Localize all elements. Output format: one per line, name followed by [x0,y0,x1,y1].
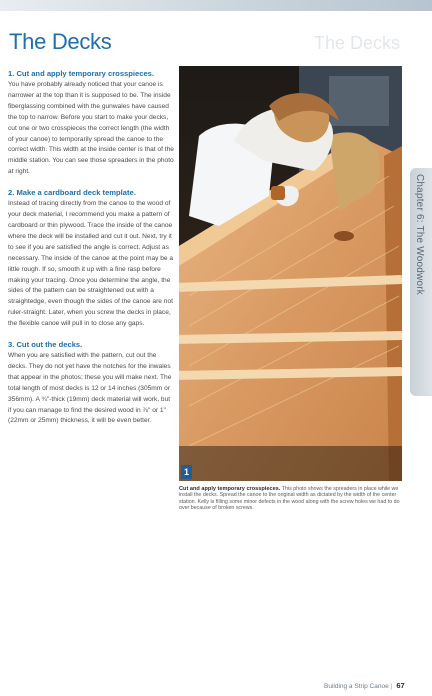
section-body-2: Instead of tracing directly from the canoe to the wood of your deck material, I recommend you make a pattern of cardboard or thin plywood. Trace the inside of the canoe where the deck will be installed and cut it out. Next, try it to see if you are satisfied the angle is correct. Adjust as necessary. The inside of the canoe at the point may be a little rough. If so, smooth it up with a fine rasp before making your tracing. Once you determine the angle, the sides of the pattern can be straightened out with a straightedge, even though the sides of the canoe are not ruler-straight. Later, when you screw the decks in place, the flexible canoe will pull in to close any gaps. [8,200,174,328]
section-heading-2: 2. Make a cardboard deck template. [8,188,136,198]
section-body-1: You have probably already noticed that your canoe is narrower at the top than it is supposed to be. The inside fiberglassing combined with the gunwales have caused the top to narrow. Before you start to make your decks, cut one or two crosspieces the correct length (the width of your canoe) to temporarily spread the canoe to the correct width. This width at the inside center is that of the middle station. You can see those spreaders in the photo at right. [8,81,174,176]
photo-caption [179,486,401,512]
photo-number-badge: 1 [181,465,192,479]
footer-book-title: Building a Strip Canoe [324,683,389,690]
chapter-side-tab-label: Chapter 6: The Woodwork [414,174,425,295]
ghost-title-watermark: The Decks [314,33,401,53]
canoe-photo [179,66,402,481]
chapter-side-tab [410,168,432,396]
text-column [8,69,174,437]
photo-caption-title: Cut and apply temporary crosspieces. [179,486,281,492]
section-heading-3: 3. Cut out the decks. [8,340,83,350]
photo-caption-text: This photo shows the spreaders in place while we install the decks. Spread the canoe to the original width as dictated by the width of the center station. Kelly is filling some minor defects in the wood along with the screw holes we had to do over because of broken screws. [179,486,400,512]
footer-separator: | [390,683,393,690]
section-heading-1: 1. Cut and apply temporary crosspieces. [8,69,155,78]
page-title: The Decks [9,29,112,54]
footer-page-number: 67 [396,681,405,690]
page-footer [324,681,405,690]
section-body-3: When you are satisfied with the pattern, cut out the decks. They do not yet have the notches for the inwales that appear in the photos; these you will make next. The total length of most decks is 12 or 14 inches (305mm or 356mm). A ¾"-thick (19mm) deck material will work, but if you can manage to find the desired wood in ⅞" or 1" (22mm or 25mm) thickness, it will be even better. [8,352,172,425]
top-edge-band [0,0,432,11]
canoe-photo-illustration [179,66,402,481]
